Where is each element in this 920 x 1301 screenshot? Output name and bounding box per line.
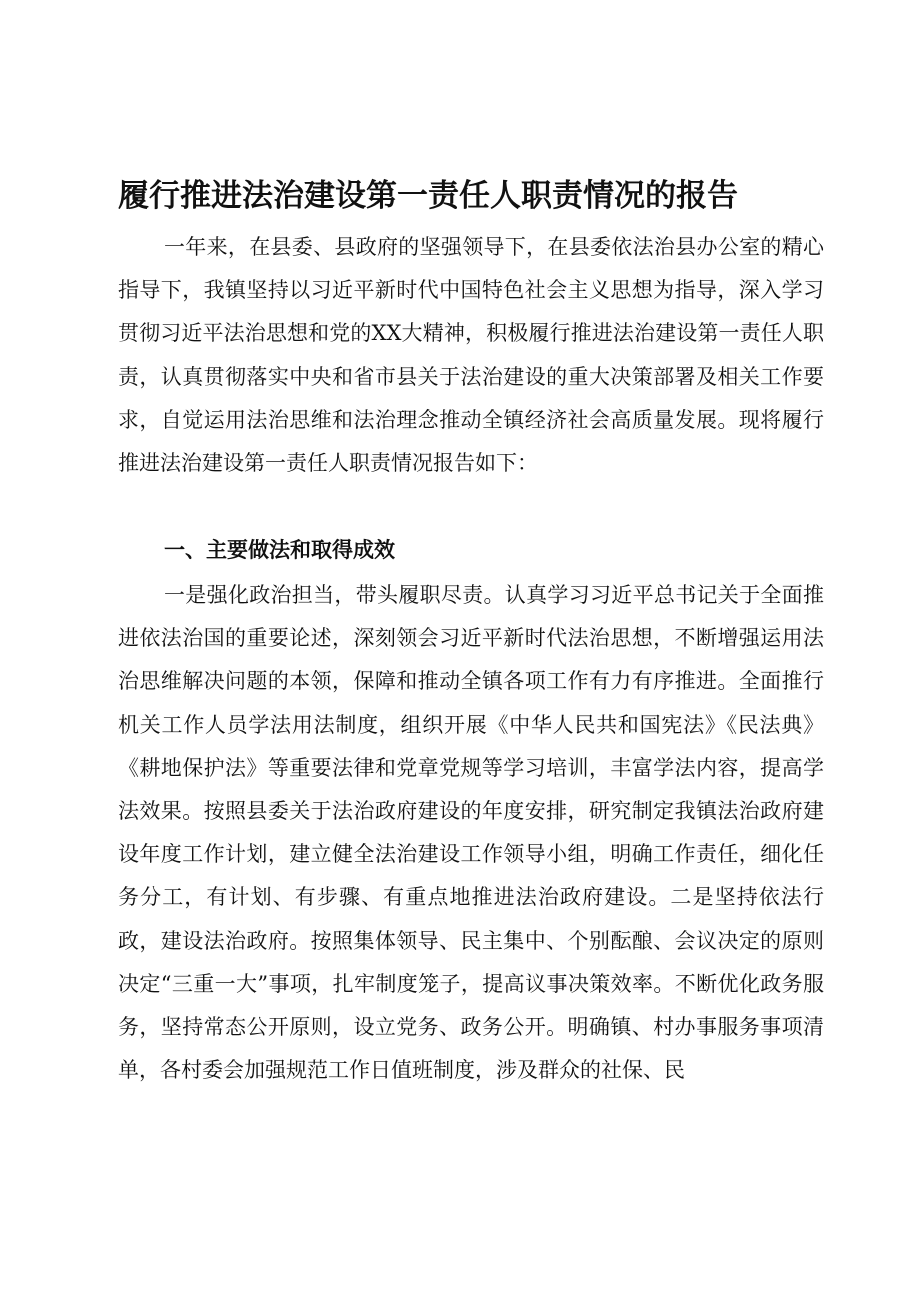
intro-paragraph: 一年来，在县委、县政府的坚强领导下，在县委依法治县办公室的精心指导下，我镇坚持以习近平新时代中国特色社会主义思想为指导，深入学习贯彻习近平法治思想和党的XX大精神，积极履行推进法治建设第一责任人职责，认真贯彻落实中央和省市县关于法治建设的重大决策部署及相关工作要求，自觉运用法治思维和法治理念推动全镇经济社会高质量发展。现将履行推进法治建设第一责任人职责情况报告如下：	[118, 235, 824, 476]
section-heading: 一、主要做法和取得成效	[164, 538, 395, 562]
section-paragraph: 一是强化政治担当，带头履职尽责。认真学习习近平总书记关于全面推进依法治国的重要论述，深刻领会习近平新时代法治思想，不断增强运用法治思维解决问题的本领，保障和推动全镇各项工作有力有序推进。全面推行机关工作人员学法用法制度，组织开展《中华人民共和国宪法》《民法典》《耕地保护法》等重要法律和党章党规等学习培训，丰富学法内容，提高学法效果。按照县委关于法治政府建设的年度安排，研究制定我镇法治政府建设年度工作计划，建立健全法治建设工作领导小组，明确工作责任，细化任务分工，有计划、有步骤、有重点地推进法治政府建设。二是坚持依法行政，建设法治政府。按照集体领导、民主集中、个别酝酿、会议决定的原则决定“三重一大”事项，扎牢制度笼子，提高议事决策效率。不断优化政务服务，坚持常态公开原则，设立党务、政务公开。明确镇、村办事服务事项清单，各村委会加强规范工作日值班制度，涉及群众的社保、民	[118, 583, 824, 1083]
document-title: 履行推进法治建设第一责任人职责情况的报告	[118, 178, 738, 214]
